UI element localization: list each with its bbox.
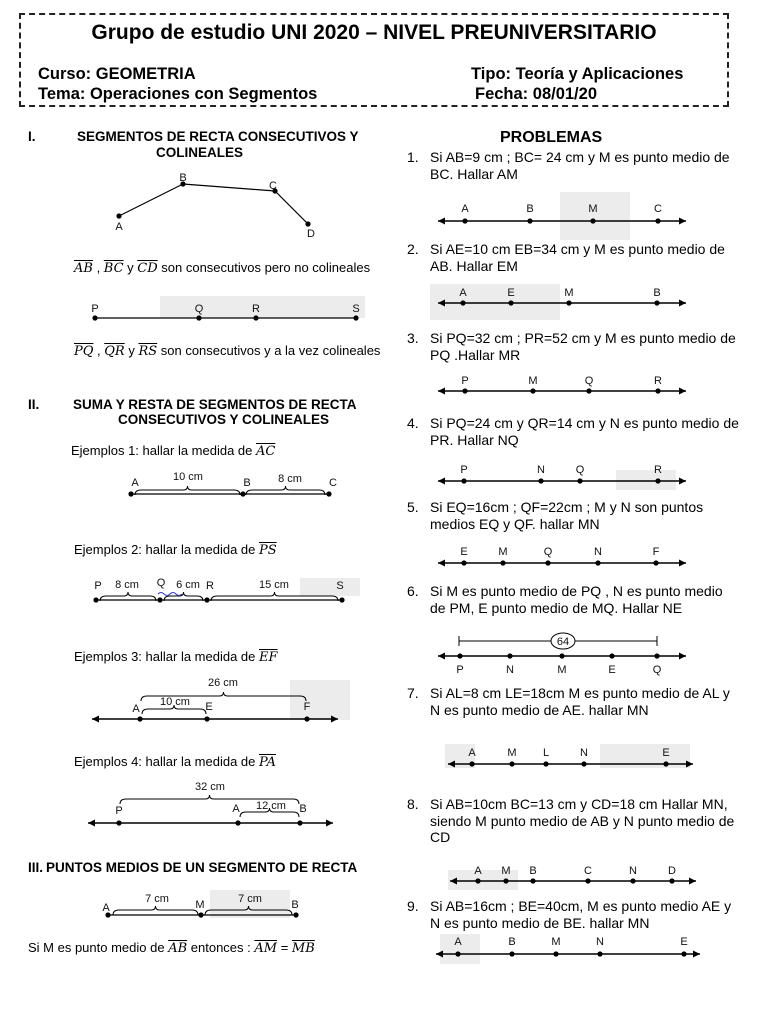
- problem-text: Si PQ=32 cm ; PR=52 cm y M es punto medio de PQ .Hallar MR: [430, 330, 736, 363]
- problem-text: Si M es punto medio de PQ , N es punto medio de PM, E punto medio de MQ. Hallar NE: [430, 583, 723, 616]
- point-label: M: [195, 899, 205, 911]
- point-dot: [353, 315, 358, 320]
- point-dot: [590, 218, 595, 223]
- segment-bc: $\overline{BC}$: [103, 261, 124, 276]
- point-label: S: [336, 580, 344, 592]
- point-label: E: [680, 936, 688, 948]
- background-shade: [290, 680, 350, 720]
- point-dot: [92, 315, 97, 320]
- problem-number: 4.: [407, 415, 419, 431]
- note-text: son consecutivos pero no colineales: [157, 260, 371, 275]
- point-label: P: [460, 464, 468, 476]
- point-label: 7 cm: [238, 893, 262, 905]
- point-dot: [204, 716, 209, 721]
- point-dot: [566, 300, 571, 305]
- point-label: A: [454, 936, 462, 948]
- point-label: M: [498, 546, 508, 558]
- example-label-text: Ejemplos 1: hallar la medida de: [71, 443, 256, 458]
- point-dot: [595, 560, 600, 565]
- arrow-right-icon: [679, 388, 686, 395]
- point-dot: [509, 951, 514, 956]
- arrow-left-icon: [438, 653, 445, 660]
- point-dot: [297, 820, 302, 825]
- point-label: A: [132, 703, 140, 715]
- section2-number: II.: [28, 397, 40, 412]
- point-dot: [559, 653, 564, 658]
- example-label-text: Ejemplos 3: hallar la medida de: [74, 649, 259, 664]
- segment-rs: $\overline{RS}$: [138, 344, 158, 359]
- point-label: 6 cm: [176, 579, 200, 591]
- point-dot: [527, 218, 532, 223]
- point-label: N: [594, 546, 602, 558]
- segment-qr: $\overline{QR}$: [104, 344, 125, 359]
- point-dot: [586, 388, 591, 393]
- segment-am: $\overline{AM}$: [254, 941, 278, 956]
- point-dot: [508, 300, 513, 305]
- point-label: 32 cm: [195, 781, 225, 793]
- point-label: E: [507, 287, 515, 299]
- separator: ,: [92, 260, 104, 275]
- point-label: B: [243, 477, 251, 489]
- problem-text: Si AB=9 cm ; BC= 24 cm y M es punto medio de BC. Hallar AM: [430, 149, 730, 182]
- point-dot: [293, 912, 298, 917]
- date-label: Fecha: 08/01/20: [475, 85, 597, 103]
- point-dot: [509, 761, 514, 766]
- point-label: B: [526, 203, 534, 215]
- segment-mb: $\overline{MB}$: [291, 941, 315, 956]
- arrow-left-icon: [88, 820, 95, 827]
- point-label: 12 cm: [256, 800, 286, 812]
- point-label: A: [102, 902, 110, 914]
- point-label: M: [528, 375, 538, 387]
- point-dot: [461, 560, 466, 565]
- point-dot: [116, 820, 121, 825]
- problem-number: 5.: [407, 499, 419, 515]
- highlight-wavy-line: [158, 593, 182, 596]
- problem-text: Si PQ=24 cm y QR=14 cm y N es punto medio de PR. Hallar NQ: [430, 415, 739, 448]
- point-label: E: [662, 747, 670, 759]
- segment-ab: $\overline{AB}$: [74, 261, 93, 276]
- point-dot: [128, 491, 133, 496]
- problem-text: Si AE=10 cm EB=34 cm y M es punto medio de AB. Hallar EM: [430, 241, 725, 274]
- point-label: B: [179, 172, 187, 184]
- topic-label: Tema: Operaciones con Segmentos: [38, 85, 318, 103]
- background-shade: [160, 296, 365, 318]
- point-label: P: [456, 664, 464, 676]
- section2-title-line1: SUMA Y RESTA DE SEGMENTOS DE RECTA: [73, 397, 357, 412]
- point-dot: [326, 491, 331, 496]
- problem-text: Si EQ=16cm ; QF=22cm ; M y N son puntos medios EQ y QF. hallar MN: [430, 499, 704, 532]
- point-label: B: [508, 936, 516, 948]
- point-dot: [240, 491, 245, 496]
- point-label: M: [551, 936, 561, 948]
- arrow-right-icon: [693, 951, 700, 958]
- point-dot: [507, 653, 512, 658]
- arrow-left-icon: [436, 951, 443, 958]
- arrow-left-icon: [92, 716, 99, 723]
- point-label: 26 cm: [208, 677, 238, 689]
- point-dot: [553, 951, 558, 956]
- problem-number: 2.: [407, 241, 419, 257]
- segment-pa: $\overline{PA}$: [259, 755, 276, 770]
- point-dot: [461, 478, 466, 483]
- section2-title-line2: CONSECUTIVOS Y COLINEALES: [118, 412, 330, 427]
- point-label: 7 cm: [145, 893, 169, 905]
- separator: y: [124, 343, 139, 358]
- point-label: A: [461, 203, 469, 215]
- point-dot: [500, 560, 505, 565]
- segment-ac: $\overline{AC}$: [256, 444, 276, 459]
- point-dot: [577, 478, 582, 483]
- point-label: D: [307, 228, 315, 240]
- point-label: R: [206, 580, 214, 592]
- section1-number: I.: [28, 129, 36, 144]
- point-dot: [609, 653, 614, 658]
- problem-number: 9.: [407, 898, 419, 914]
- point-label: A: [474, 865, 482, 877]
- point-dot: [543, 761, 548, 766]
- note-text: son consecutivos y a la vez colineales: [157, 343, 381, 358]
- point-dot: [681, 951, 686, 956]
- arrow-left-icon: [438, 560, 445, 567]
- point-dot: [196, 315, 201, 320]
- point-label: M: [507, 747, 517, 759]
- point-label: A: [459, 287, 467, 299]
- problems-title: PROBLEMAS: [500, 129, 603, 146]
- point-label: Q: [652, 664, 662, 676]
- point-dot: [157, 597, 162, 602]
- point-dot: [663, 761, 668, 766]
- point-dot: [198, 912, 203, 917]
- problem-number: 1.: [407, 149, 419, 165]
- arrow-left-icon: [438, 388, 445, 395]
- segment-ab: $\overline{AB}$: [168, 941, 188, 956]
- point-label: P: [115, 805, 123, 817]
- point-label: R: [654, 375, 662, 387]
- point-dot: [530, 388, 535, 393]
- point-dot: [475, 878, 480, 883]
- point-dot: [655, 478, 660, 483]
- point-label: A: [131, 477, 139, 489]
- point-label: B: [291, 899, 299, 911]
- point-label: E: [205, 701, 213, 713]
- point-label: B: [653, 287, 661, 299]
- point-dot: [585, 878, 590, 883]
- point-dot: [655, 388, 660, 393]
- point-dot: [654, 653, 659, 658]
- arrow-right-icon: [679, 218, 686, 225]
- point-label: C: [654, 203, 662, 215]
- point-dot: [503, 878, 508, 883]
- point-label: Q: [543, 546, 553, 558]
- point-dot: [538, 478, 543, 483]
- point-label: N: [580, 747, 588, 759]
- point-label: 10 cm: [160, 696, 190, 708]
- problem-text: Si AB=16cm ; BE=40cm, M es punto medio AE y N es punto medio de BE. hallar MN: [430, 898, 732, 931]
- point-label: P: [461, 375, 469, 387]
- point-dot: [462, 218, 467, 223]
- problem-text: Si AL=8 cm LE=18cm M es punto medio de AL y N es punto medio de AE. hallar MN: [430, 685, 730, 718]
- point-dot: [460, 300, 465, 305]
- point-label: N: [537, 464, 545, 476]
- separator: y: [123, 260, 138, 275]
- point-label: N: [629, 865, 637, 877]
- point-label: 8 cm: [115, 579, 139, 591]
- point-label: 15 cm: [259, 579, 289, 591]
- point-label: Q: [584, 375, 594, 387]
- problem-number: 7.: [407, 685, 419, 701]
- problem-text: Si AB=10cm BC=13 cm y CD=18 cm Hallar MN, siendo M punto medio de AB y N punto medio de CD: [430, 796, 735, 845]
- point-dot: [581, 761, 586, 766]
- type-label: Tipo: Teoría y Aplicaciones: [471, 65, 684, 83]
- point-dot: [93, 597, 98, 602]
- point-label: F: [303, 701, 311, 713]
- arrow-left-icon: [438, 478, 445, 485]
- arrow-right-icon: [326, 820, 333, 827]
- point-label: N: [596, 936, 604, 948]
- point-label: S: [352, 303, 360, 315]
- arrow-right-icon: [679, 560, 686, 567]
- point-label: E: [460, 546, 468, 558]
- note-text: entonces :: [187, 940, 255, 955]
- point-label: Q: [575, 464, 585, 476]
- measure-label: 64: [556, 636, 570, 648]
- point-dot: [545, 560, 550, 565]
- point-label: Q: [156, 577, 166, 589]
- point-label: M: [564, 287, 574, 299]
- point-dot: [305, 221, 310, 226]
- point-dot: [597, 951, 602, 956]
- point-label: Q: [194, 303, 204, 315]
- problem-number: 8.: [407, 796, 419, 812]
- point-label: A: [115, 221, 123, 233]
- section1-title-line2: COLINEALES: [156, 145, 244, 160]
- point-label: B: [529, 865, 537, 877]
- arrow-right-icon: [679, 300, 686, 307]
- point-label: P: [94, 580, 102, 592]
- arrow-right-icon: [689, 878, 696, 885]
- point-dot: [235, 820, 240, 825]
- point-label: N: [506, 664, 514, 676]
- section1-title-line1: SEGMENTOS DE RECTA CONSECUTIVOS Y: [77, 129, 359, 144]
- problem-number: 6.: [407, 583, 419, 599]
- background-shade: [616, 470, 676, 490]
- point-dot: [654, 300, 659, 305]
- measure-brace: [113, 906, 198, 915]
- background-shade: [560, 192, 630, 240]
- segment-ef: $\overline{EF}$: [259, 650, 278, 665]
- point-dot: [655, 218, 660, 223]
- point-dot: [530, 878, 535, 883]
- polyline-segment: [275, 191, 308, 224]
- point-dot: [457, 653, 462, 658]
- point-label: F: [652, 546, 660, 558]
- point-label: M: [588, 203, 598, 215]
- point-label: A: [468, 747, 476, 759]
- point-label: A: [232, 803, 240, 815]
- problem-number: 3.: [407, 330, 419, 346]
- point-label: C: [329, 477, 337, 489]
- polyline-segment: [119, 184, 183, 216]
- point-label: B: [299, 803, 307, 815]
- point-dot: [339, 597, 344, 602]
- arrow-right-icon: [679, 478, 686, 485]
- segment-pq: $\overline{PQ}$: [74, 344, 94, 359]
- point-label: 10 cm: [173, 471, 203, 483]
- point-label: L: [542, 747, 550, 759]
- point-label: R: [252, 303, 260, 315]
- point-dot: [653, 560, 658, 565]
- arrow-left-icon: [438, 218, 445, 225]
- point-dot: [455, 951, 460, 956]
- background-shade: [300, 578, 360, 596]
- section3-number: III.: [28, 860, 44, 875]
- point-label: M: [557, 664, 567, 676]
- point-dot: [204, 597, 209, 602]
- point-dot: [116, 213, 121, 218]
- page-title: Grupo de estudio UNI 2020 – NIVEL PREUNIVERSITARIO: [91, 21, 657, 44]
- point-dot: [304, 716, 309, 721]
- point-label: D: [668, 865, 676, 877]
- point-dot: [669, 878, 674, 883]
- section3-title: PUNTOS MEDIOS DE UN SEGMENTO DE RECTA: [46, 860, 358, 875]
- point-dot: [630, 878, 635, 883]
- separator: ,: [93, 343, 105, 358]
- point-label: C: [584, 865, 592, 877]
- point-dot: [137, 716, 142, 721]
- polyline-segment: [183, 184, 275, 191]
- point-label: E: [608, 664, 616, 676]
- segment-ps: $\overline{PS}$: [259, 543, 277, 558]
- example-label-text: Ejemplos 4: hallar la medida de: [74, 754, 259, 769]
- point-dot: [469, 761, 474, 766]
- note-text: Si M es punto medio de: [28, 940, 169, 955]
- point-label: M: [501, 865, 511, 877]
- point-dot: [253, 315, 258, 320]
- arrow-right-icon: [679, 653, 686, 660]
- equals-sign: =: [277, 940, 292, 955]
- point-dot: [462, 388, 467, 393]
- point-label: 8 cm: [278, 473, 302, 485]
- segment-cd: $\overline{CD}$: [137, 261, 158, 276]
- background-shade: [430, 284, 560, 320]
- point-label: R: [654, 464, 662, 476]
- course-label: Curso: GEOMETRIA: [38, 65, 196, 83]
- point-label: C: [269, 180, 277, 192]
- example-label-text: Ejemplos 2: hallar la medida de: [74, 542, 259, 557]
- point-label: P: [91, 303, 99, 315]
